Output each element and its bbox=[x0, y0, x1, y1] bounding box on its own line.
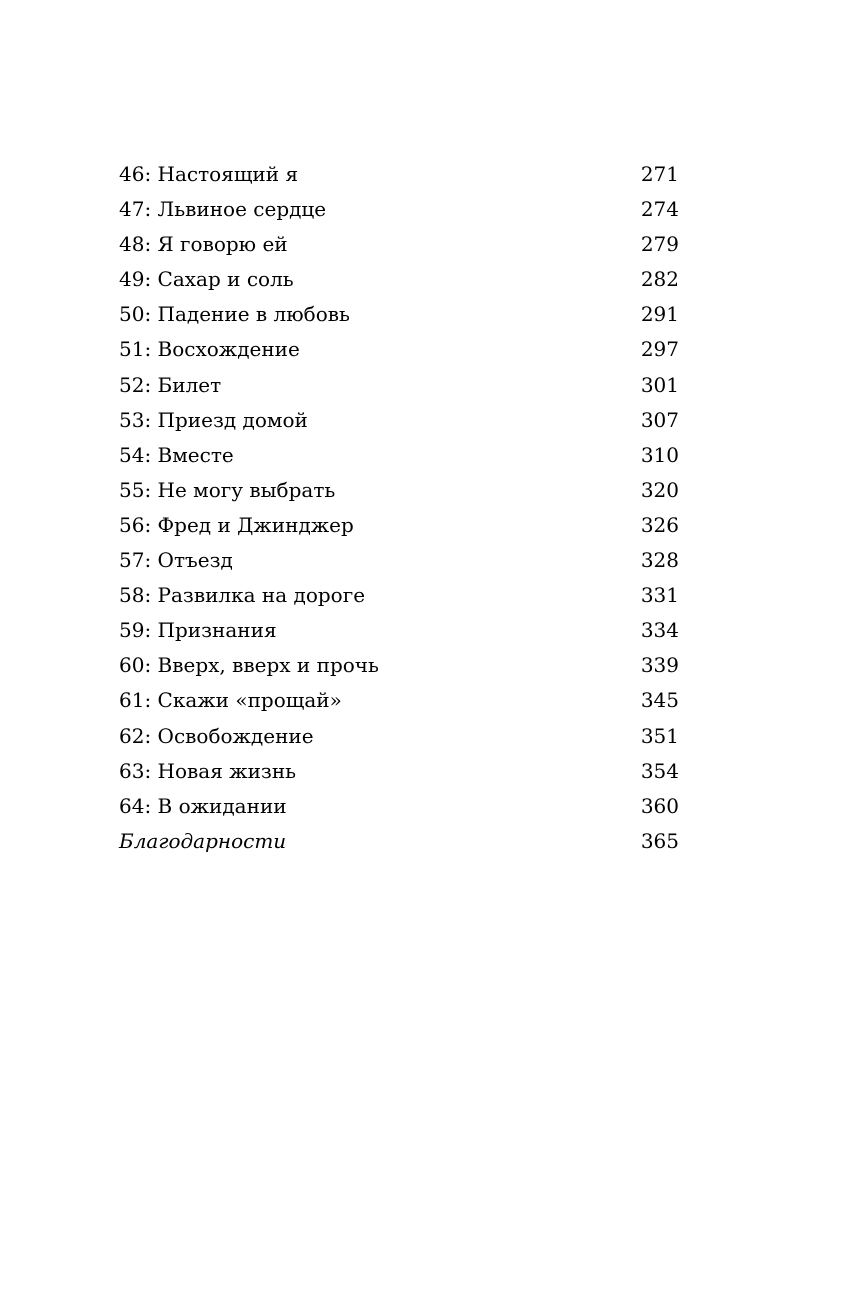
toc-entry-page: 334 bbox=[640, 618, 679, 643]
toc-entry-title: 56: Фред и Джинджер bbox=[119, 512, 354, 537]
toc-dot-leader bbox=[344, 706, 637, 707]
toc-entry bbox=[119, 438, 679, 473]
toc-entry-page: 331 bbox=[640, 583, 679, 608]
toc-dot-leader bbox=[236, 461, 637, 462]
toc-entry-page: 301 bbox=[640, 372, 679, 397]
toc-dot-leader bbox=[381, 671, 637, 672]
toc-entry bbox=[119, 262, 679, 297]
toc-dot-leader bbox=[367, 601, 637, 602]
toc-entry-page: 345 bbox=[640, 688, 679, 713]
toc-entry-page: 339 bbox=[640, 653, 679, 678]
toc-entry bbox=[119, 613, 679, 648]
toc-entry bbox=[119, 332, 679, 367]
toc-entry-page: 279 bbox=[640, 232, 679, 257]
toc-dot-leader bbox=[300, 180, 637, 181]
toc-dot-leader bbox=[235, 566, 637, 567]
toc-entry-title: 50: Падение в любовь bbox=[119, 302, 350, 327]
toc-entry bbox=[119, 683, 679, 718]
toc-entry-title: 54: Вместе bbox=[119, 442, 234, 467]
toc-dot-leader bbox=[356, 531, 637, 532]
toc-dot-leader bbox=[352, 320, 637, 321]
toc-entry bbox=[119, 227, 679, 262]
toc-entry-acknowledgements bbox=[119, 824, 679, 859]
toc-entry-title: 58: Развилка на дороге bbox=[119, 583, 366, 608]
toc-entry bbox=[119, 543, 679, 578]
toc-entry-page: 365 bbox=[640, 828, 679, 853]
toc-entry-title: 63: Новая жизнь bbox=[119, 758, 297, 783]
toc-entry bbox=[119, 403, 679, 438]
toc-entry-title: 57: Отъезд bbox=[119, 548, 233, 573]
toc-dot-leader bbox=[223, 391, 637, 392]
toc-entry-page: 360 bbox=[640, 793, 679, 818]
toc-entry bbox=[119, 297, 679, 332]
toc-entry-title: 62: Освобождение bbox=[119, 723, 314, 748]
toc-dot-leader bbox=[298, 777, 637, 778]
toc-entry-title: 51: Восхождение bbox=[119, 337, 300, 362]
toc-entry-page: 351 bbox=[640, 723, 679, 748]
toc-entry-title: 53: Приезд домой bbox=[119, 407, 308, 432]
toc-entry-page: 271 bbox=[640, 162, 679, 186]
toc-entry bbox=[119, 789, 679, 824]
toc-dot-leader bbox=[290, 250, 637, 251]
toc-entry-page: 307 bbox=[640, 407, 679, 432]
toc-entry-title: 49: Сахар и соль bbox=[119, 267, 294, 292]
toc-entry-page: 282 bbox=[640, 267, 679, 292]
toc-entry-page: 320 bbox=[640, 477, 679, 502]
toc-entry-title: 48: Я говорю ей bbox=[119, 232, 288, 257]
toc-entry bbox=[119, 368, 679, 403]
toc-dot-leader bbox=[289, 812, 637, 813]
toc-entry-page: 328 bbox=[640, 548, 679, 573]
toc-entry-page: 274 bbox=[640, 197, 679, 222]
toc-dot-leader bbox=[279, 636, 637, 637]
toc-dot-leader bbox=[296, 285, 637, 286]
toc-entry-title: 55: Не могу выбрать bbox=[119, 477, 336, 502]
toc-entry-page: 297 bbox=[640, 337, 679, 362]
toc-dot-leader bbox=[310, 426, 637, 427]
toc-entry bbox=[119, 578, 679, 613]
toc-entry-page: 291 bbox=[640, 302, 679, 327]
table-of-contents bbox=[119, 157, 679, 859]
toc-entry-title: Благодарности bbox=[119, 828, 287, 853]
toc-entry-title: 46: Настоящий я bbox=[119, 162, 299, 186]
toc-entry bbox=[119, 719, 679, 754]
toc-entry-title: 61: Скажи «прощай» bbox=[119, 688, 342, 713]
toc-dot-leader bbox=[288, 847, 637, 848]
toc-entry-title: 64: В ожидании bbox=[119, 793, 287, 818]
toc-entry-page: 310 bbox=[640, 442, 679, 467]
toc-entry-title: 52: Билет bbox=[119, 372, 222, 397]
toc-entry-title: 60: Вверх, вверх и прочь bbox=[119, 653, 379, 678]
toc-entry bbox=[119, 192, 679, 227]
toc-dot-leader bbox=[302, 355, 637, 356]
toc-dot-leader bbox=[328, 215, 637, 216]
toc-dot-leader bbox=[316, 742, 637, 743]
toc-entry bbox=[119, 754, 679, 789]
toc-entry-page: 354 bbox=[640, 758, 679, 783]
toc-entry bbox=[119, 648, 679, 683]
toc-entry-page: 326 bbox=[640, 512, 679, 537]
toc-entry-title: 59: Признания bbox=[119, 618, 277, 643]
toc-entry-title: 47: Львиное сердце bbox=[119, 197, 327, 222]
toc-entry bbox=[119, 508, 679, 543]
toc-entry bbox=[119, 157, 679, 192]
toc-dot-leader bbox=[337, 496, 637, 497]
toc-entry bbox=[119, 473, 679, 508]
